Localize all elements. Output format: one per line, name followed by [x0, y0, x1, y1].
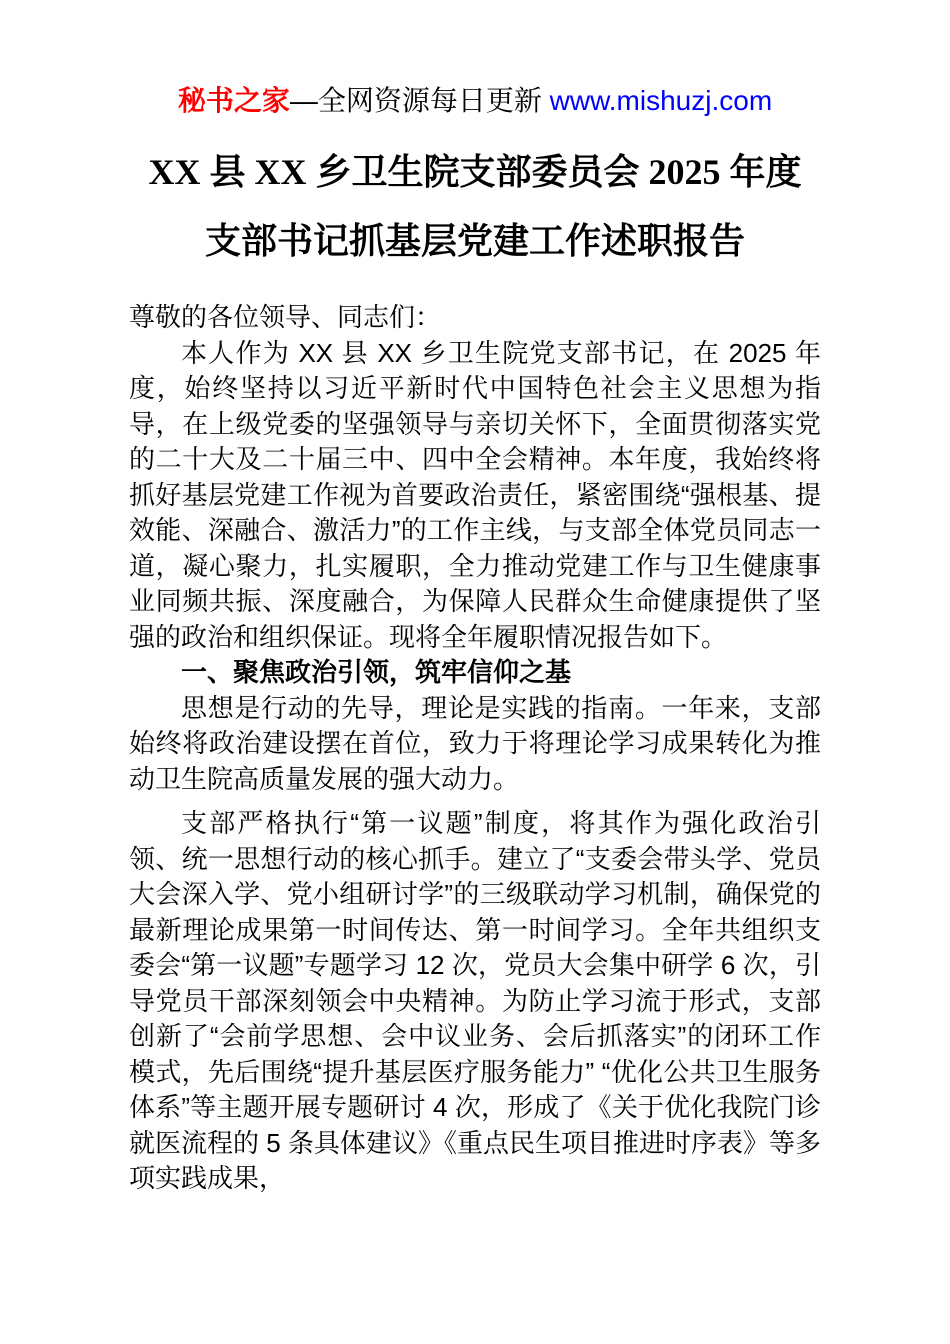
intro-paragraph: 本人作为 XX 县 XX 乡卫生院党支部书记，在 2025 年度，始终坚持以习近平新时代中国特色社会主义思想为指导，在上级党委的坚强领导与亲切关怀下，全面贯彻落实党的二十大及二十届三中、四中全会精神。本年度，我始终将抓好基层党建工作视为首要政治责任，紧密围绕“强根基、提效能、深融合、激活力”的工作主线，与支部全体党员同志一道，凝心聚力，扎实履职，全力推动党建工作与卫生健康事业同频共振、深度融合，为保障人民群众生命健康提供了坚强的政治和组织保证。现将全年履职情况报告如下。 — [129, 337, 821, 652]
section-1-heading: 一、聚焦政治引领，筑牢信仰之基 — [181, 657, 572, 687]
section-1-paragraph-2: 支部严格执行“第一议题”制度，将其作为强化政治引领、统一思想行动的核心抓手。建立了“支委会带头学、党员大会深入学、党小组研讨学”的三级联动学习机制，确保党的最新理论成果第一时间传达、第一时间学习。全年共组织支委会“第一议题”专题学习 12 次，党员大会集中研学 6 次，引导党员干部深刻领会中央精神。为防止学习流于形式，支部创新了“会前学思想、会中议业务、会后抓落实”的闭环工作模式，先后围绕“提升基层医疗服务能力” “优化公共卫生服务体系”等主题开展专题研讨 4 次，形成了《关于优化我院门诊就医流程的 5 条具体建议》《重点民生项目推进时序表》等多项实践成果， — [129, 808, 821, 1193]
document-title-line-2: 支部书记抓基层党建工作述职报告 — [204, 221, 745, 261]
site-url-link[interactable]: www.mishuzj.com — [549, 85, 773, 116]
site-header — [0, 0, 950, 118]
document-title — [0, 138, 950, 276]
site-tagline: —全网资源每日更新 — [289, 85, 542, 116]
section-1-paragraph-1: 思想是行动的先导，理论是实践的指南。一年来，支部始终将政治建设摆在首位，致力于将理论学习成果转化为推动卫生院高质量发展的强大动力。 — [129, 692, 821, 794]
salutation: 尊敬的各位领导、同志们： — [129, 302, 442, 332]
site-brand: 秘书之家 — [177, 85, 290, 116]
document-body — [129, 300, 821, 1197]
document-title-line-1: XX 县 XX 乡卫生院支部委员会 2025 年度 — [148, 152, 802, 192]
